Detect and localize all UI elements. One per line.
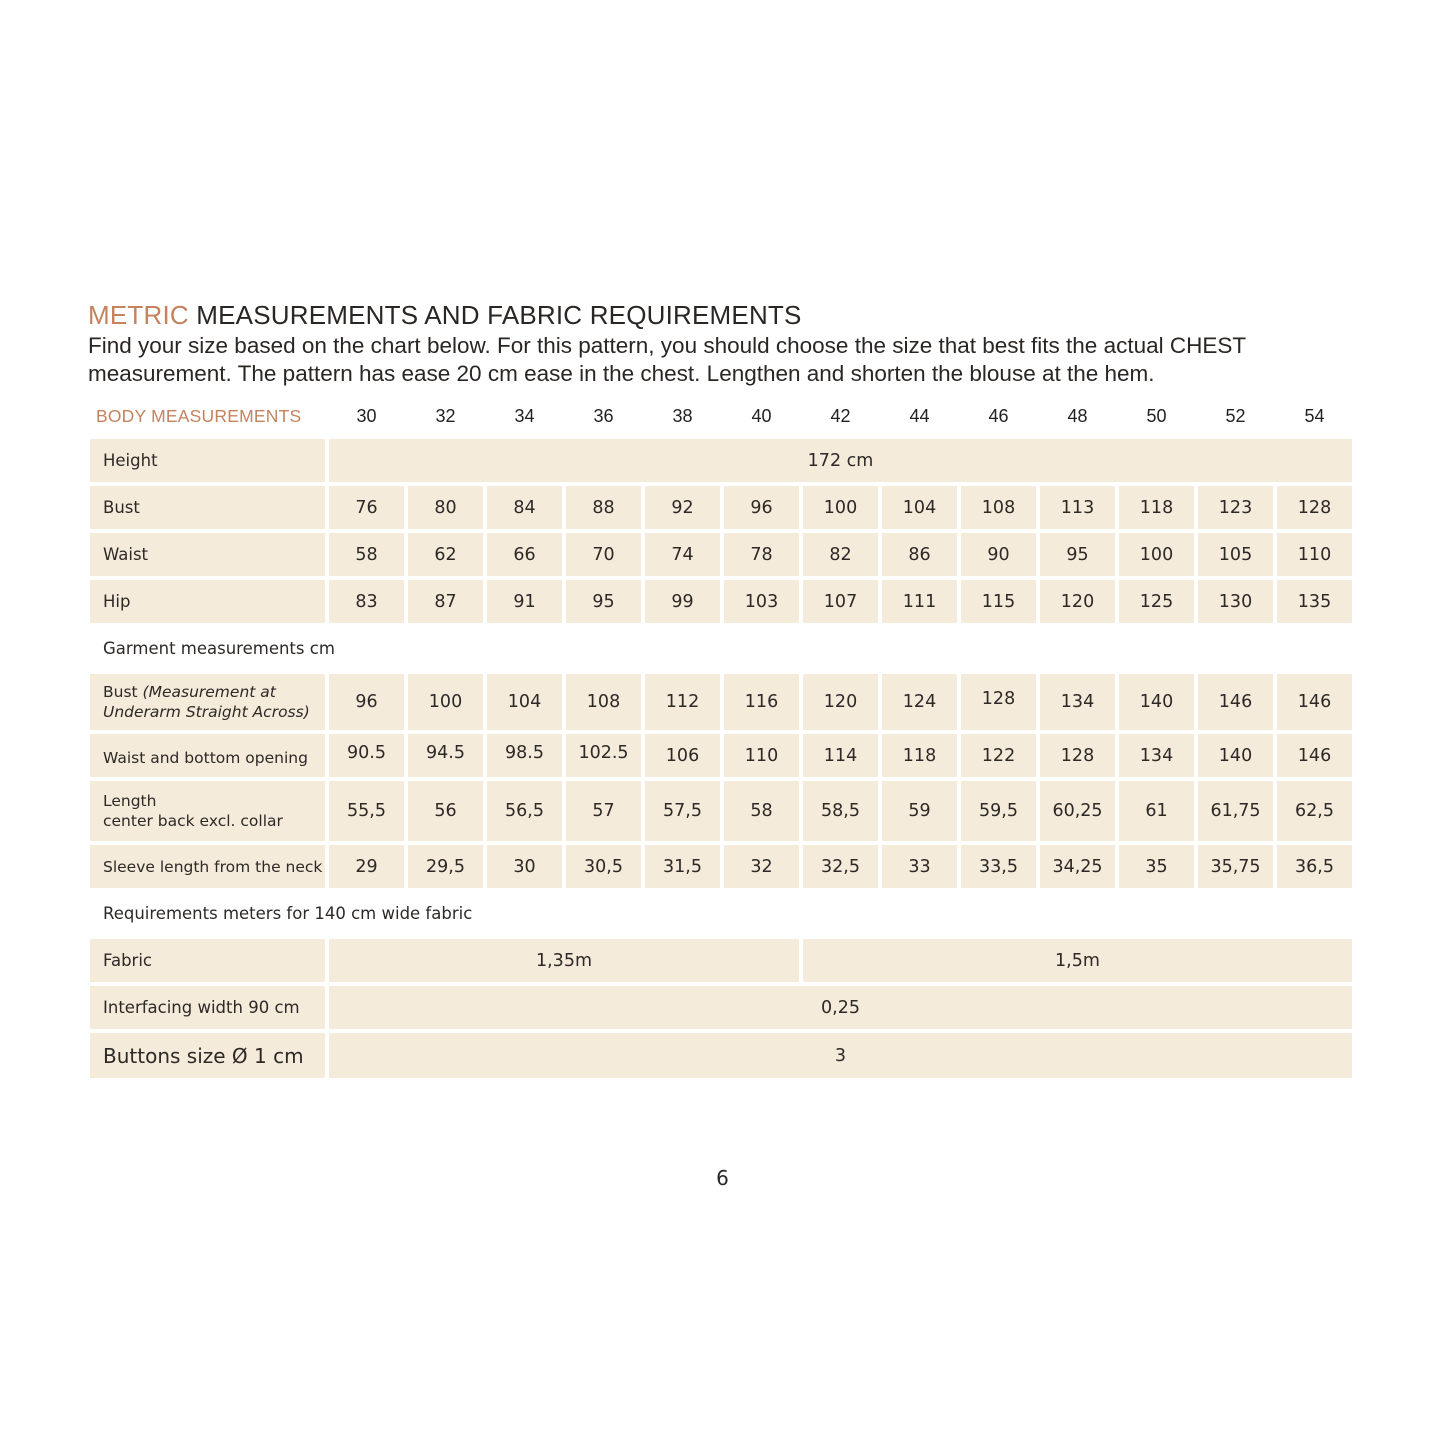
table-cell: 30,5 (566, 845, 641, 888)
table-cell: 33,5 (961, 845, 1036, 888)
table-cell: 100 (408, 674, 483, 730)
table-cell: 108 (566, 674, 641, 730)
table-cell: 90 (961, 533, 1036, 576)
table-cell: 108 (961, 486, 1036, 529)
size-header: 32 (435, 405, 456, 426)
row-label-line2: center back excl. collar (103, 812, 283, 830)
fabric-value-large-sizes: 1,5m (803, 939, 1352, 982)
table-cell: 111 (882, 580, 957, 623)
row-label-main: Length (103, 792, 157, 810)
buttons-row (90, 1033, 1352, 1078)
height-label: Height (90, 439, 325, 482)
size-header: 46 (988, 405, 1009, 426)
table-cell: 114 (803, 734, 878, 777)
size-header: 44 (909, 405, 930, 426)
table-cell: 78 (724, 533, 799, 576)
table-cell: 61,75 (1198, 781, 1273, 841)
table-cell: 83 (329, 580, 404, 623)
row-label: Waist and bottom opening (90, 734, 325, 777)
table-cell: 103 (724, 580, 799, 623)
table-cell: 30 (487, 845, 562, 888)
table-cell: 33 (882, 845, 957, 888)
table-cell: 128 (1277, 486, 1352, 529)
size-header: 54 (1304, 405, 1325, 426)
table-cell: 32,5 (803, 845, 878, 888)
table-cell: 76 (329, 486, 404, 529)
table-cell: 102.5 (566, 734, 641, 777)
table-cell: 62,5 (1277, 781, 1352, 841)
table-cell: 84 (487, 486, 562, 529)
garment-section-label: Garment measurements cm (103, 639, 335, 658)
table-cell: 36,5 (1277, 845, 1352, 888)
size-header: 52 (1225, 405, 1246, 426)
row-label: Hip (90, 580, 325, 623)
table-cell: 56 (408, 781, 483, 841)
table-cell: 34,25 (1040, 845, 1115, 888)
intro-text (88, 332, 1358, 388)
size-header: 42 (830, 405, 851, 426)
table-cell: 125 (1119, 580, 1194, 623)
size-header-row (90, 397, 1352, 435)
fabric-row (90, 939, 1352, 982)
table-row (90, 486, 1352, 529)
row-label-main: Bust (103, 683, 143, 701)
table-cell: 57,5 (645, 781, 720, 841)
intro-line-1: Find your size based on the chart below. For this pattern, you should choose the size that best fits the actual CHEST (88, 333, 1247, 358)
table-cell: 57 (566, 781, 641, 841)
table-cell: 128 (1040, 734, 1115, 777)
table-cell: 92 (645, 486, 720, 529)
table-cell: 120 (803, 674, 878, 730)
section-row (90, 627, 1352, 670)
table-cell: 66 (487, 533, 562, 576)
table-cell: 29,5 (408, 845, 483, 888)
table-cell: 124 (882, 674, 957, 730)
table-cell: 35,75 (1198, 845, 1273, 888)
table-cell: 96 (724, 486, 799, 529)
table-cell: 95 (566, 580, 641, 623)
table-cell: 116 (724, 674, 799, 730)
buttons-value: 3 (329, 1033, 1352, 1078)
table-cell: 58,5 (803, 781, 878, 841)
table-cell: 135 (1277, 580, 1352, 623)
size-header: 48 (1067, 405, 1088, 426)
interfacing-value: 0,25 (329, 986, 1352, 1029)
table-cell: 62 (408, 533, 483, 576)
table-cell: 146 (1198, 674, 1273, 730)
table-row (90, 674, 1352, 730)
table-cell: 29 (329, 845, 404, 888)
row-label-line2: Underarm Straight Across) (103, 703, 310, 721)
table-cell: 59 (882, 781, 957, 841)
row-label (90, 781, 325, 841)
body-measurements-header: BODY MEASUREMENTS (96, 405, 302, 426)
fabric-value-small-sizes: 1,35m (329, 939, 799, 982)
size-chart (90, 397, 1352, 1078)
buttons-label: Buttons size Ø 1 cm (90, 1033, 325, 1078)
table-cell: 58 (329, 533, 404, 576)
size-header: 50 (1146, 405, 1167, 426)
table-cell: 87 (408, 580, 483, 623)
table-row (90, 533, 1352, 576)
table-cell: 140 (1119, 674, 1194, 730)
table-row (90, 734, 1352, 777)
table-cell: 74 (645, 533, 720, 576)
table-cell: 70 (566, 533, 641, 576)
size-header: 38 (672, 405, 693, 426)
interfacing-row (90, 986, 1352, 1029)
size-header: 36 (593, 405, 614, 426)
row-label: Sleeve length from the neck (90, 845, 325, 888)
size-header: 30 (356, 405, 377, 426)
row-label (90, 674, 325, 730)
table-cell: 128 (961, 674, 1036, 730)
table-cell: 104 (882, 486, 957, 529)
table-cell: 134 (1040, 674, 1115, 730)
fabric-label: Fabric (90, 939, 325, 982)
table-cell: 123 (1198, 486, 1273, 529)
table-cell: 88 (566, 486, 641, 529)
title-accent: METRIC (88, 300, 189, 330)
table-cell: 118 (882, 734, 957, 777)
table-cell: 98.5 (487, 734, 562, 777)
table-cell: 35 (1119, 845, 1194, 888)
table-cell: 113 (1040, 486, 1115, 529)
table-row (90, 580, 1352, 623)
table-cell: 99 (645, 580, 720, 623)
page-number: 6 (716, 1166, 729, 1190)
table-cell: 146 (1277, 734, 1352, 777)
table-cell: 82 (803, 533, 878, 576)
table-cell: 96 (329, 674, 404, 730)
table-cell: 91 (487, 580, 562, 623)
section-row (90, 892, 1352, 935)
page-title (88, 300, 802, 331)
table-cell: 100 (1119, 533, 1194, 576)
table-cell: 122 (961, 734, 1036, 777)
table-cell: 110 (1277, 533, 1352, 576)
table-cell: 60,25 (1040, 781, 1115, 841)
row-label: Bust (90, 486, 325, 529)
table-cell: 115 (961, 580, 1036, 623)
row-label-italic: (Measurement at (142, 683, 276, 701)
table-cell: 140 (1198, 734, 1273, 777)
interfacing-label: Interfacing width 90 cm (90, 986, 325, 1029)
title-rest: MEASUREMENTS AND FABRIC REQUIREMENTS (188, 300, 802, 330)
table-cell: 104 (487, 674, 562, 730)
table-cell: 32 (724, 845, 799, 888)
table-cell: 118 (1119, 486, 1194, 529)
table-cell: 107 (803, 580, 878, 623)
table-cell: 86 (882, 533, 957, 576)
table-cell: 55,5 (329, 781, 404, 841)
table-cell: 59,5 (961, 781, 1036, 841)
table-row (90, 781, 1352, 841)
table-cell: 56,5 (487, 781, 562, 841)
table-row (90, 845, 1352, 888)
height-row (90, 439, 1352, 482)
table-cell: 120 (1040, 580, 1115, 623)
size-header: 34 (514, 405, 535, 426)
table-cell: 90.5 (329, 734, 404, 777)
table-cell: 58 (724, 781, 799, 841)
height-value: 172 cm (329, 439, 1352, 482)
table-cell: 112 (645, 674, 720, 730)
table-cell: 31,5 (645, 845, 720, 888)
table-cell: 134 (1119, 734, 1194, 777)
table-cell: 61 (1119, 781, 1194, 841)
table-cell: 80 (408, 486, 483, 529)
intro-line-2: measurement. The pattern has ease 20 cm ease in the chest. Lengthen and shorten the blouse at the hem. (88, 361, 1155, 386)
table-cell: 130 (1198, 580, 1273, 623)
table-cell: 146 (1277, 674, 1352, 730)
size-header: 40 (751, 405, 772, 426)
requirements-section-label: Requirements meters for 140 cm wide fabric (103, 904, 473, 923)
row-label: Waist (90, 533, 325, 576)
size-chart-table (86, 393, 1356, 1082)
table-cell: 95 (1040, 533, 1115, 576)
table-cell: 110 (724, 734, 799, 777)
table-cell: 100 (803, 486, 878, 529)
table-cell: 94.5 (408, 734, 483, 777)
table-cell: 105 (1198, 533, 1273, 576)
table-cell: 106 (645, 734, 720, 777)
